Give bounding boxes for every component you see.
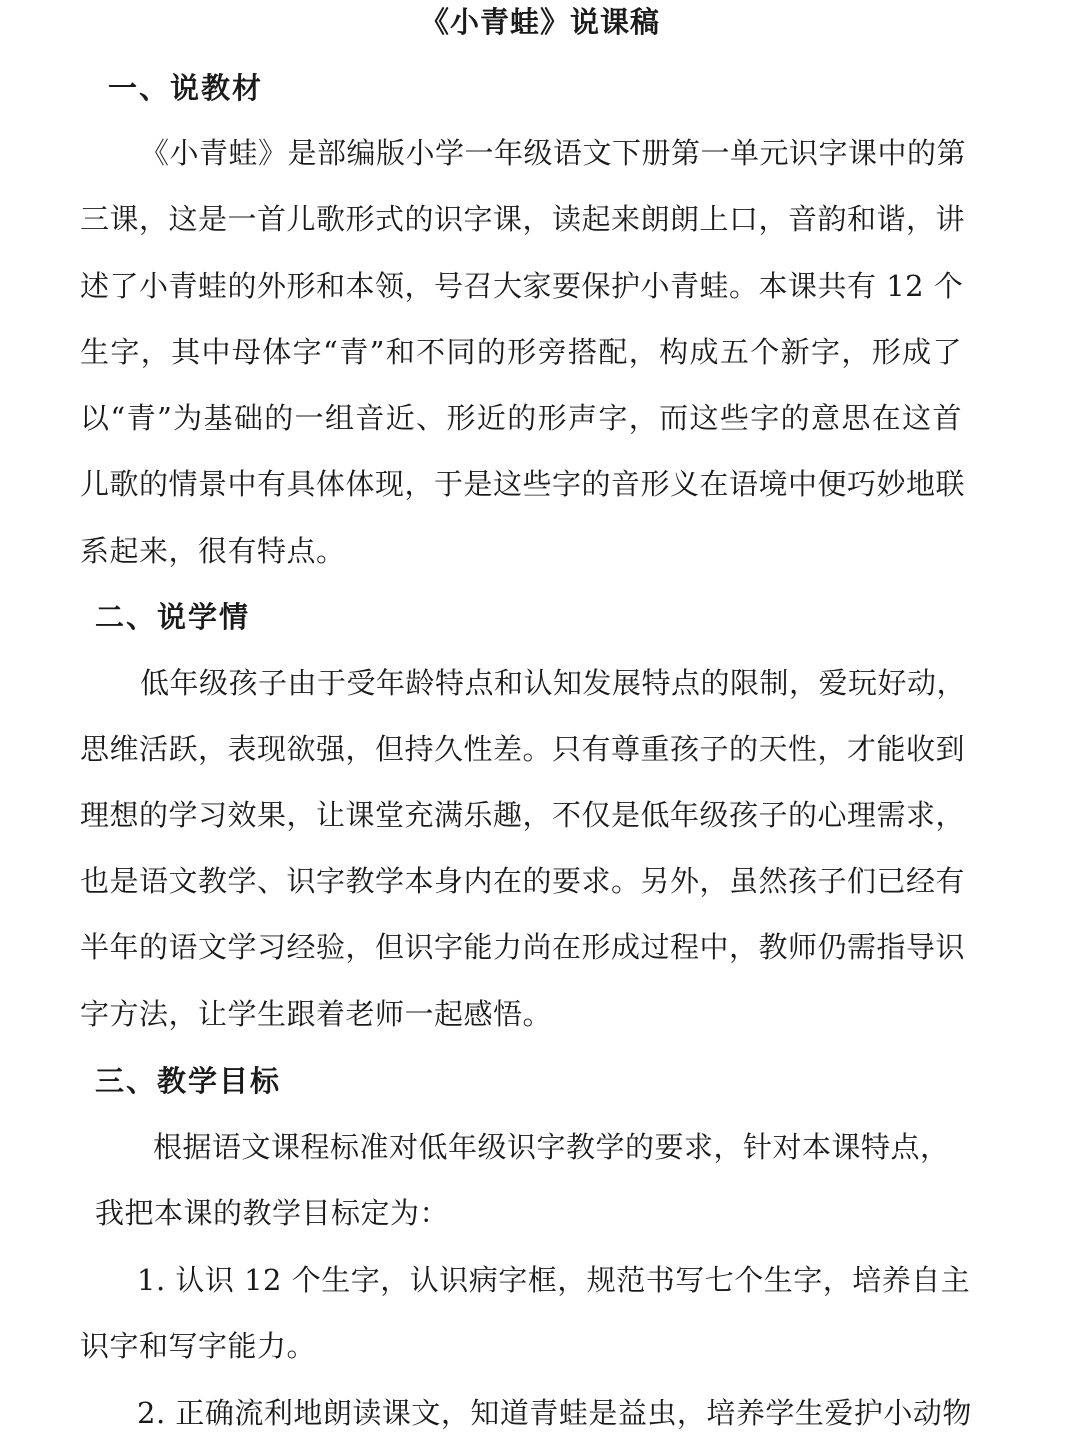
paragraph-line: 儿歌的情景中有具体体现，于是这些字的音形义在语境中便巧妙地联 — [80, 467, 966, 501]
paragraph-line: 以“青”为基础的一组音近、形近的形声字，而这些字的意思在这首 — [80, 401, 962, 435]
paragraph-line: 字方法，让学生跟着老师一起感悟。 — [80, 997, 553, 1031]
list-item-line: 1. 认识 12 个生字，认识病字框，规范书写七个生字，培养自主 — [137, 1263, 971, 1297]
paragraph-line: 三课，这是一首儿歌形式的识字课，读起来朗朗上口，音韵和谐，讲 — [80, 202, 966, 236]
paragraph-line: 根据语文课程标准对低年级识字教学的要求，针对本课特点， — [153, 1130, 950, 1164]
paragraph-line: 述了小青蛙的外形和本领，号召大家要保护小青蛙。本课共有 12 个 — [80, 269, 964, 303]
paragraph-line: 思维活跃，表现欲强，但持久性差。只有尊重孩子的天性，才能收到 — [80, 732, 966, 766]
paragraph-line: 生字，其中母体字“青”和不同的形旁搭配，构成五个新字，形成了 — [80, 335, 962, 369]
paragraph-line: 也是语文教学、识字教学本身内在的要求。另外，虽然孩子们已经有 — [80, 864, 966, 898]
page-title: 《小青蛙》说课稿 — [419, 5, 660, 39]
list-item-line: 2. 正确流利地朗读课文，知道青蛙是益虫，培养学生爱护小动物 — [137, 1396, 972, 1430]
paragraph-line: 系起来，很有特点。 — [80, 534, 346, 568]
paragraph-line: 低年级孩子由于受年龄特点和认知发展特点的限制，爱玩好动， — [140, 666, 967, 700]
section-heading: 一、说教材 — [108, 71, 264, 105]
section-heading: 三、教学目标 — [95, 1064, 282, 1098]
paragraph-line: 《小青蛙》是部编版小学一年级语文下册第一单元识字课中的第 — [140, 136, 967, 170]
list-item-line: 识字和写字能力。 — [80, 1329, 317, 1363]
section-heading: 二、说学情 — [95, 600, 251, 634]
paragraph-line: 半年的语文学习经验，但识字能力尚在形成过程中，教师仍需指导识 — [80, 930, 966, 964]
paragraph-line: 我把本课的教学目标定为： — [95, 1196, 450, 1230]
paragraph-line: 理想的学习效果，让课堂充满乐趣，不仅是低年级孩子的心理需求， — [80, 798, 966, 832]
